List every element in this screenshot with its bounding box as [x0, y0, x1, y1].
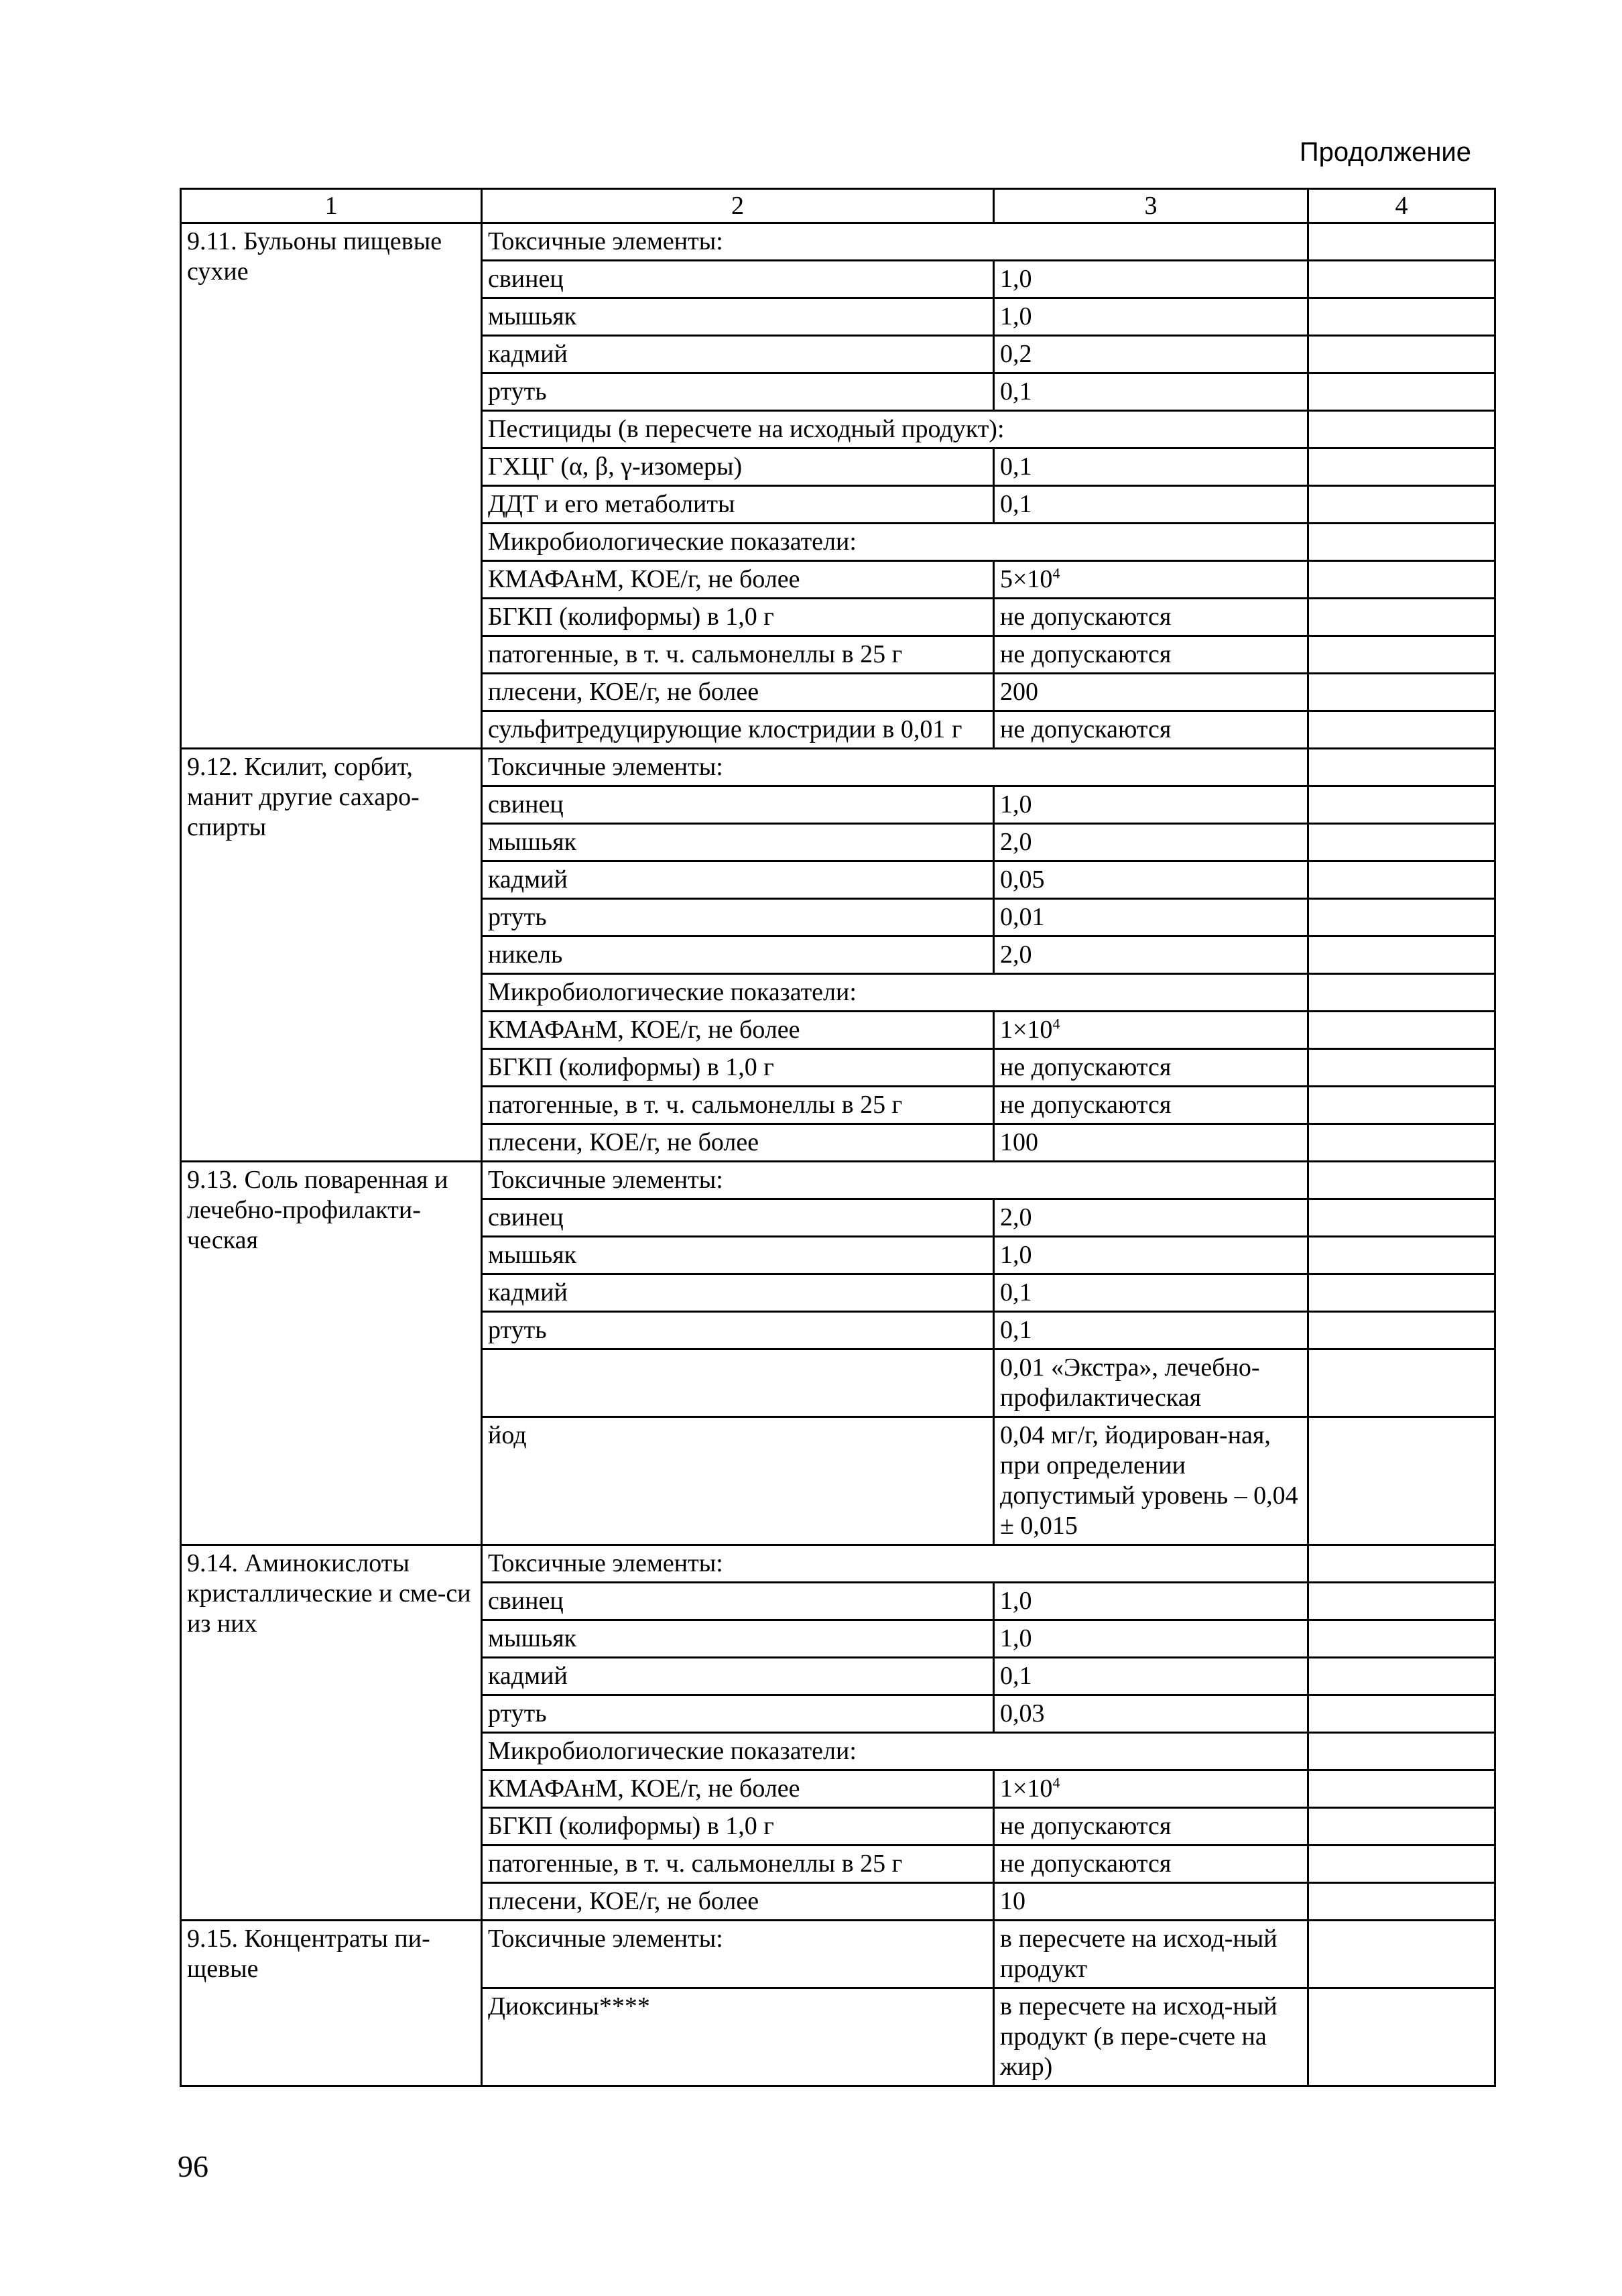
indicator-cell: ртуть — [482, 1695, 994, 1733]
indicator-group-heading: Пестициды (в пересчете на исходный продукт): — [482, 411, 1308, 448]
note-cell — [1308, 1162, 1495, 1199]
norm-cell — [994, 1658, 1308, 1695]
indicator-cell: кадмий — [482, 861, 994, 899]
product-name-cell: 9.15. Концентраты пи-щевые — [181, 1921, 482, 2086]
note-cell — [1308, 899, 1495, 936]
norm-value: 1,0 — [1000, 1587, 1032, 1615]
norm-value: 2,0 — [1000, 1203, 1032, 1231]
norm-value: не допускаются — [1000, 640, 1172, 668]
norm-cell — [994, 1087, 1308, 1124]
note-cell — [1308, 1988, 1495, 2086]
norm-cell — [994, 1012, 1308, 1049]
norm-value: 10 — [1000, 1887, 1025, 1915]
indicator-cell: кадмий — [482, 1274, 994, 1312]
norm-exponent: 4 — [1052, 564, 1060, 582]
note-cell — [1308, 261, 1495, 298]
note-cell — [1308, 936, 1495, 974]
indicator-group-heading: Токсичные элементы: — [482, 1162, 1308, 1199]
norm-cell — [994, 861, 1308, 899]
indicator-cell: ртуть — [482, 899, 994, 936]
note-cell — [1308, 561, 1495, 599]
norm-value: 0,1 — [1000, 377, 1032, 406]
table-row — [181, 1162, 1495, 1199]
indicator-cell: свинец — [482, 786, 994, 824]
note-cell — [1308, 1237, 1495, 1274]
norm-value: 0,01 «Экстра», лечебно-профилактическая — [1000, 1353, 1260, 1412]
indicator-cell: БГКП (колиформы) в 1,0 г — [482, 599, 994, 636]
continuation-label: Продолжение — [1299, 137, 1471, 167]
norm-cell — [994, 786, 1308, 824]
norm-cell — [994, 1274, 1308, 1312]
indicator-group-heading: Микробиологические показатели: — [482, 1733, 1308, 1770]
note-cell — [1308, 1770, 1495, 1808]
norm-cell — [994, 1695, 1308, 1733]
indicator-cell: свинец — [482, 1199, 994, 1237]
norm-cell — [994, 1620, 1308, 1658]
norm-value: 0,1 — [1000, 1278, 1032, 1307]
note-cell — [1308, 411, 1495, 448]
norm-value: 0,2 — [1000, 340, 1032, 368]
norm-cell — [994, 1312, 1308, 1349]
norm-cell — [994, 561, 1308, 599]
product-name-cell: 9.12. Ксилит, сорбит, манит другие сахаро-спирты — [181, 749, 482, 1162]
note-cell — [1308, 1808, 1495, 1846]
note-cell — [1308, 1349, 1495, 1417]
indicator-cell: сульфитредуцирующие клостридии в 0,01 г — [482, 711, 994, 749]
note-cell — [1308, 1417, 1495, 1545]
hygiene-requirements-table — [180, 188, 1496, 2087]
note-cell — [1308, 786, 1495, 824]
note-cell — [1308, 674, 1495, 711]
norm-cell — [994, 1988, 1308, 2086]
norm-value: 0,1 — [1000, 1316, 1032, 1344]
note-cell — [1308, 524, 1495, 561]
indicator-cell: йод — [482, 1417, 994, 1545]
norm-value: в пересчете на исход-ный продукт — [1000, 1925, 1277, 1983]
indicator-group-heading: Микробиологические показатели: — [482, 974, 1308, 1012]
norm-value: 1,0 — [1000, 265, 1032, 293]
norm-value: не допускаются — [1000, 1850, 1172, 1878]
note-cell — [1308, 223, 1495, 261]
note-cell — [1308, 1545, 1495, 1583]
note-cell — [1308, 824, 1495, 861]
column-number: 1 — [181, 189, 482, 223]
indicator-cell: ртуть — [482, 1312, 994, 1349]
norm-value: 200 — [1000, 678, 1038, 706]
indicator-cell: ртуть — [482, 373, 994, 411]
note-cell — [1308, 373, 1495, 411]
norm-value: 0,1 — [1000, 490, 1032, 518]
norm-value: не допускаются — [1000, 1053, 1172, 1081]
norm-cell — [994, 936, 1308, 974]
indicator-cell: мышьяк — [482, 1237, 994, 1274]
norm-cell — [994, 1770, 1308, 1808]
norm-cell — [994, 674, 1308, 711]
column-number-row — [181, 189, 1495, 223]
note-cell — [1308, 1846, 1495, 1883]
norm-value: не допускаются — [1000, 1091, 1172, 1119]
norm-value: в пересчете на исход-ный продукт (в пере-счете на жир) — [1000, 1992, 1277, 2081]
note-cell — [1308, 336, 1495, 373]
norm-cell — [994, 373, 1308, 411]
norm-cell — [994, 1921, 1308, 1988]
indicator-cell: ДДТ и его метаболиты — [482, 486, 994, 524]
indicator-cell: патогенные, в т. ч. сальмонеллы в 25 г — [482, 1846, 994, 1883]
table-row — [181, 749, 1495, 786]
norm-cell — [994, 711, 1308, 749]
indicator-cell: мышьяк — [482, 1620, 994, 1658]
note-cell — [1308, 1921, 1495, 1988]
norm-value: 2,0 — [1000, 828, 1032, 856]
norm-value: 5×10 — [1000, 565, 1053, 593]
norm-cell — [994, 1846, 1308, 1883]
norm-value: 1,0 — [1000, 790, 1032, 819]
table-row — [181, 1545, 1495, 1583]
norm-cell — [994, 1237, 1308, 1274]
indicator-cell: плесени, КОЕ/г, не более — [482, 1124, 994, 1162]
norm-cell — [994, 636, 1308, 674]
norm-value: 0,1 — [1000, 452, 1032, 481]
indicator-group-heading: Микробиологические показатели: — [482, 524, 1308, 561]
norm-value: 1×10 — [1000, 1774, 1053, 1803]
norm-value: 0,01 — [1000, 903, 1045, 931]
norm-cell — [994, 899, 1308, 936]
table-body — [181, 189, 1495, 2086]
norm-cell — [994, 1049, 1308, 1087]
indicator-cell: плесени, КОЕ/г, не более — [482, 1883, 994, 1921]
note-cell — [1308, 749, 1495, 786]
note-cell — [1308, 1583, 1495, 1620]
note-cell — [1308, 486, 1495, 524]
indicator-cell: ГХЦГ (α, β, γ-изомеры) — [482, 448, 994, 486]
indicator-cell: БГКП (колиформы) в 1,0 г — [482, 1049, 994, 1087]
product-name-cell: 9.13. Соль поваренная и лечебно-профилакти-ческая — [181, 1162, 482, 1545]
note-cell — [1308, 1087, 1495, 1124]
indicator-cell — [482, 1349, 994, 1417]
norm-cell — [994, 1583, 1308, 1620]
norm-cell — [994, 1417, 1308, 1545]
note-cell — [1308, 861, 1495, 899]
norm-exponent: 4 — [1052, 1015, 1060, 1032]
norm-value: 0,04 мг/г, йодирован-ная, при определении допустимый уровень – 0,04 ± 0,015 — [1000, 1421, 1298, 1540]
indicator-cell: патогенные, в т. ч. сальмонеллы в 25 г — [482, 636, 994, 674]
norm-value: не допускаются — [1000, 1812, 1172, 1840]
indicator-cell: Диоксины**** — [482, 1988, 994, 2086]
indicator-cell: КМАФАнМ, КОЕ/г, не более — [482, 1770, 994, 1808]
indicator-cell: свинец — [482, 261, 994, 298]
norm-cell — [994, 824, 1308, 861]
indicator-cell: мышьяк — [482, 824, 994, 861]
indicator-cell: КМАФАнМ, КОЕ/г, не более — [482, 1012, 994, 1049]
indicator-group-heading: Токсичные элементы: — [482, 749, 1308, 786]
indicator-cell: БГКП (колиформы) в 1,0 г — [482, 1808, 994, 1846]
norm-cell — [994, 1349, 1308, 1417]
norm-value: 0,1 — [1000, 1662, 1032, 1690]
norm-value: не допускаются — [1000, 603, 1172, 631]
indicator-cell: мышьяк — [482, 298, 994, 336]
note-cell — [1308, 448, 1495, 486]
note-cell — [1308, 599, 1495, 636]
note-cell — [1308, 1883, 1495, 1921]
indicator-group-heading: Токсичные элементы: — [482, 223, 1308, 261]
indicator-cell: КМАФАнМ, КОЕ/г, не более — [482, 561, 994, 599]
note-cell — [1308, 974, 1495, 1012]
norm-cell — [994, 298, 1308, 336]
note-cell — [1308, 636, 1495, 674]
note-cell — [1308, 711, 1495, 749]
indicator-cell: никель — [482, 936, 994, 974]
note-cell — [1308, 1620, 1495, 1658]
norm-value: 1,0 — [1000, 1241, 1032, 1269]
indicator-cell: патогенные, в т. ч. сальмонеллы в 25 г — [482, 1087, 994, 1124]
norm-cell — [994, 599, 1308, 636]
indicator-cell: Токсичные элементы: — [482, 1921, 994, 1988]
note-cell — [1308, 298, 1495, 336]
norm-value: не допускаются — [1000, 715, 1172, 743]
norm-value: 1,0 — [1000, 302, 1032, 330]
table-row — [181, 1921, 1495, 1988]
note-cell — [1308, 1199, 1495, 1237]
indicator-cell: кадмий — [482, 1658, 994, 1695]
norm-cell — [994, 448, 1308, 486]
indicator-cell: плесени, КОЕ/г, не более — [482, 674, 994, 711]
norm-cell — [994, 336, 1308, 373]
norm-cell — [994, 1124, 1308, 1162]
column-number: 2 — [482, 189, 994, 223]
norm-cell — [994, 486, 1308, 524]
norm-value: 2,0 — [1000, 941, 1032, 969]
note-cell — [1308, 1274, 1495, 1312]
note-cell — [1308, 1012, 1495, 1049]
indicator-cell: свинец — [482, 1583, 994, 1620]
norm-cell — [994, 1808, 1308, 1846]
note-cell — [1308, 1695, 1495, 1733]
norm-cell — [994, 1199, 1308, 1237]
norm-value: 0,03 — [1000, 1699, 1045, 1728]
norm-value: 1,0 — [1000, 1624, 1032, 1652]
note-cell — [1308, 1049, 1495, 1087]
product-name-cell: 9.11. Бульоны пищевые сухие — [181, 223, 482, 749]
column-number: 4 — [1308, 189, 1495, 223]
indicator-group-heading: Токсичные элементы: — [482, 1545, 1308, 1583]
norm-value: 100 — [1000, 1128, 1038, 1156]
product-name-cell: 9.14. Аминокислоты кристаллические и сме-си из них — [181, 1545, 482, 1921]
norm-value: 1×10 — [1000, 1016, 1053, 1044]
table-row — [181, 223, 1495, 261]
norm-exponent: 4 — [1052, 1774, 1060, 1791]
note-cell — [1308, 1124, 1495, 1162]
indicator-cell: кадмий — [482, 336, 994, 373]
norm-value: 0,05 — [1000, 865, 1045, 894]
page-number: 96 — [178, 2149, 208, 2183]
norm-cell — [994, 1883, 1308, 1921]
note-cell — [1308, 1312, 1495, 1349]
column-number: 3 — [994, 189, 1308, 223]
norm-cell — [994, 261, 1308, 298]
note-cell — [1308, 1733, 1495, 1770]
note-cell — [1308, 1658, 1495, 1695]
